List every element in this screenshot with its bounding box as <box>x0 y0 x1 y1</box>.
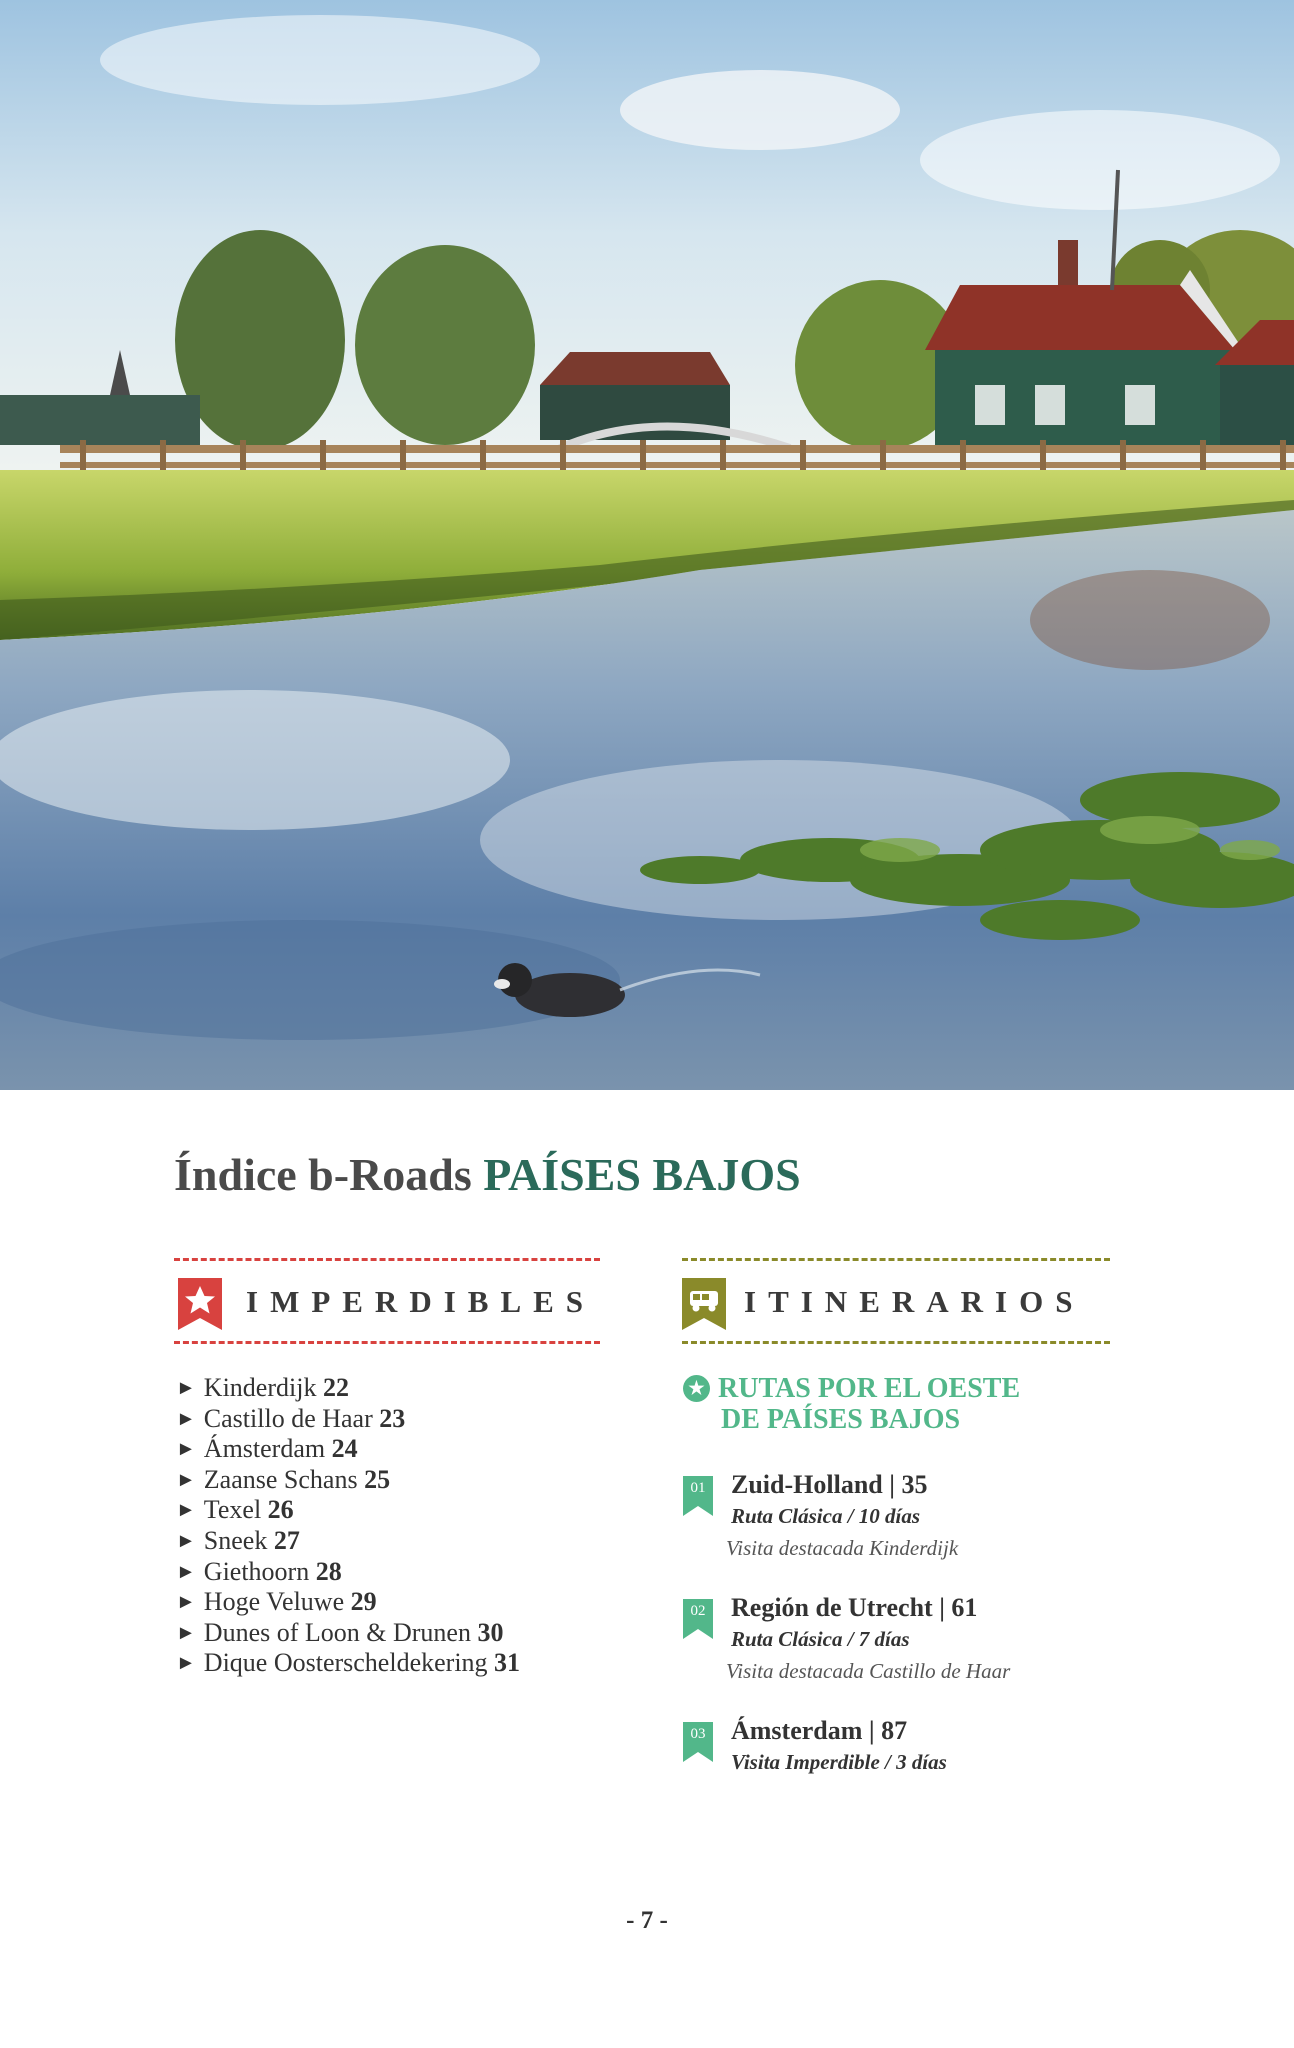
arrow-right-icon: ► <box>176 1652 196 1675</box>
route-name: Región de Utrecht | 61 <box>731 1593 978 1622</box>
arrow-right-icon: ► <box>176 1560 196 1583</box>
item-page: 27 <box>273 1525 300 1555</box>
item-name: Dunes of Loon & Drunen <box>203 1617 471 1647</box>
rutas-title <box>683 1373 1020 1435</box>
list-item[interactable] <box>176 1618 520 1649</box>
itinerarios-header <box>682 1258 1110 1344</box>
item-name: Sneek <box>203 1525 268 1555</box>
page-number: - 7 - <box>626 1907 668 1934</box>
list-item[interactable] <box>176 1465 520 1496</box>
route-number: 02 <box>690 1603 706 1619</box>
arrow-right-icon: ► <box>176 1591 196 1614</box>
rutas-title-line1: RUTAS POR EL OESTE <box>718 1373 1021 1404</box>
item-page: 26 <box>267 1495 294 1525</box>
arrow-right-icon: ► <box>176 1499 196 1522</box>
item-name: Castillo de Haar <box>203 1403 373 1433</box>
page-title <box>174 1148 801 1201</box>
arrow-right-icon: ► <box>176 1468 196 1491</box>
item-name: Dique Oosterscheldekering <box>203 1648 488 1678</box>
divider <box>174 1341 600 1344</box>
route-type: Ruta Clásica / 10 días <box>731 1504 921 1528</box>
itinerarios-label: ITINERARIOS <box>744 1284 1085 1319</box>
item-page: 22 <box>322 1373 349 1402</box>
arrow-right-icon: ► <box>176 1621 196 1644</box>
list-item[interactable] <box>176 1495 520 1526</box>
divider <box>174 1258 600 1261</box>
item-page: 28 <box>315 1556 342 1586</box>
item-name: Zaanse Schans <box>203 1464 358 1494</box>
item-page: 25 <box>364 1464 391 1494</box>
star-circle-icon: ★ <box>683 1375 710 1402</box>
route-number: 01 <box>690 1480 706 1496</box>
route-type: Ruta Clásica / 7 días <box>731 1627 910 1651</box>
arrow-right-icon: ► <box>176 1529 196 1552</box>
route-type: Visita Imperdible / 3 días <box>731 1750 947 1774</box>
route-visit: Visita destacada Castillo de Haar <box>726 1659 1011 1683</box>
route-name: Zuid-Holland | 35 <box>731 1470 928 1499</box>
list-item[interactable] <box>176 1373 520 1404</box>
title-prefix: Índice b-Roads <box>174 1149 472 1200</box>
route-item[interactable] <box>683 1716 1143 1786</box>
item-name: Giethoorn <box>203 1556 310 1586</box>
star-ribbon-icon <box>178 1278 222 1330</box>
list-item[interactable] <box>176 1648 520 1679</box>
route-visit: Visita destacada Kinderdijk <box>726 1536 959 1560</box>
route-item[interactable] <box>683 1470 1143 1570</box>
item-page: 31 <box>494 1648 521 1678</box>
title-country: PAÍSES BAJOS <box>483 1149 801 1200</box>
rutas-title-line2: DE PAÍSES BAJOS <box>721 1404 961 1435</box>
route-number: 03 <box>690 1726 706 1742</box>
arrow-right-icon: ► <box>176 1407 196 1430</box>
item-page: 24 <box>331 1434 358 1464</box>
item-name: Hoge Veluwe <box>203 1587 345 1617</box>
list-item[interactable] <box>176 1404 520 1435</box>
arrow-right-icon: ► <box>176 1377 196 1399</box>
imperdibles-header <box>174 1258 600 1344</box>
route-item[interactable] <box>683 1593 1143 1693</box>
list-item[interactable] <box>176 1434 520 1465</box>
list-item[interactable] <box>176 1587 520 1618</box>
divider <box>682 1258 1110 1261</box>
item-page: 29 <box>350 1587 377 1617</box>
imperdibles-label: IMPERDIBLES <box>246 1284 596 1319</box>
imperdibles-list <box>176 1373 520 1679</box>
item-page: 30 <box>477 1617 504 1647</box>
item-page: 23 <box>379 1403 406 1433</box>
route-name: Ámsterdam | 87 <box>731 1716 908 1745</box>
item-name: Kinderdijk <box>203 1373 317 1402</box>
van-ribbon-icon <box>682 1278 726 1330</box>
divider <box>682 1341 1110 1344</box>
list-item[interactable] <box>176 1557 520 1588</box>
item-name: Texel <box>203 1495 262 1525</box>
item-name: Ámsterdam <box>203 1434 326 1464</box>
arrow-right-icon: ► <box>176 1438 196 1461</box>
list-item[interactable] <box>176 1526 520 1557</box>
